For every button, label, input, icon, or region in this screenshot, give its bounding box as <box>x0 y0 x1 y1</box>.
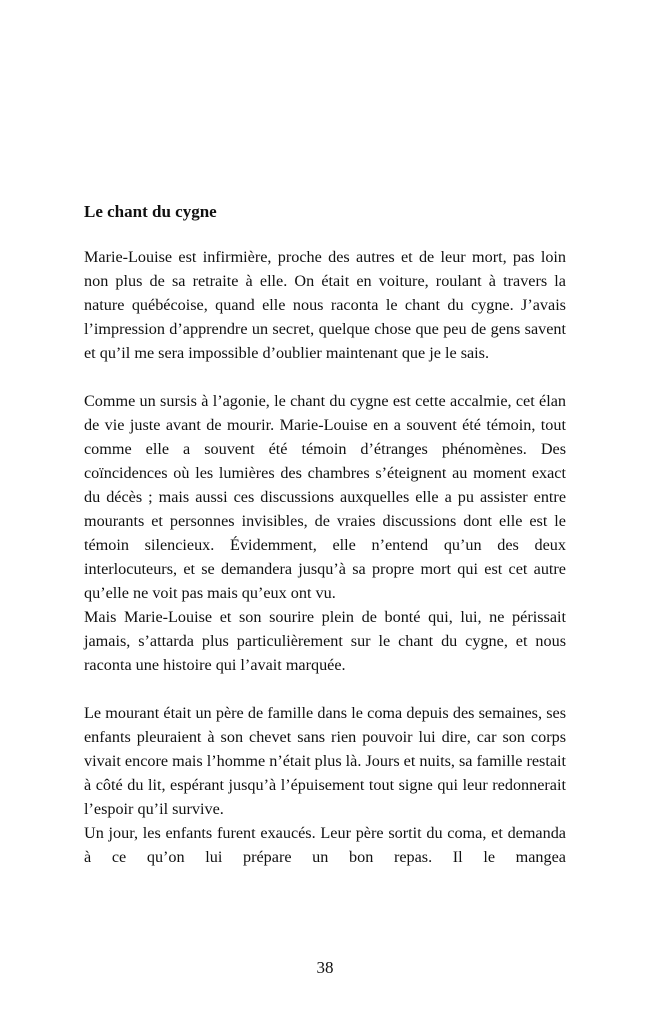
paragraph: Marie-Louise est infirmière, proche des autres et de leur mort, pas loin non plus de sa retraite à elle. On était en voiture, roulant à travers la nature québécoise, quand elle nous raconta le chant du cygne. J’avais l’impression d’apprendre un secret, quelque chose que peu de gens savent et qu’il me sera impossible d’oublier maintenant que je le sais. <box>84 248 566 362</box>
chapter-body <box>84 245 566 869</box>
paragraph: Comme un sursis à l’agonie, le chant du cygne est cette accalmie, cet élan de vie juste avant de mourir. Marie-Louise en a souvent été témoin, tout comme elle a souvent été témoin d’étranges phénomènes. Des coïncidences où les lumières des chambres s’éteignent au moment exact du décès ; mais aussi ces discussions auxquelles elle a pu assister entre mourants et personnes invisibles, de vraies discussions dont elle est le témoin silencieux. Évidemment, elle n’entend qu’un des deux interlocuteurs, et se demandera jusqu’à sa propre mort qui est cet autre qu’elle ne voit pas mais qu’eux ont vu. <box>84 392 566 602</box>
chapter-title: Le chant du cygne <box>84 202 217 221</box>
paragraph: Le mourant était un père de famille dans le coma depuis des semaines, ses enfants pleuraient à son chevet sans rien pouvoir lui dire, car son corps vivait encore mais l’homme n’était plus là. Jours et nuits, sa famille restait à côté du lit, espérant jusqu’à l’épuisement tout signe qui leur redonnerait l’espoir qu’il survive. <box>84 704 566 818</box>
paragraph: Mais Marie-Louise et son sourire plein de bonté qui, lui, ne périssait jamais, s’attarda plus particulièrement sur le chant du cygne, et nous raconta une histoire qui l’avait marquée. <box>84 608 566 674</box>
paragraph: Un jour, les enfants furent exaucés. Leur père sortit du coma, et demanda à ce qu’on lui prépare un bon repas. Il le mangea <box>84 824 566 866</box>
page-number: 38 <box>316 958 334 977</box>
